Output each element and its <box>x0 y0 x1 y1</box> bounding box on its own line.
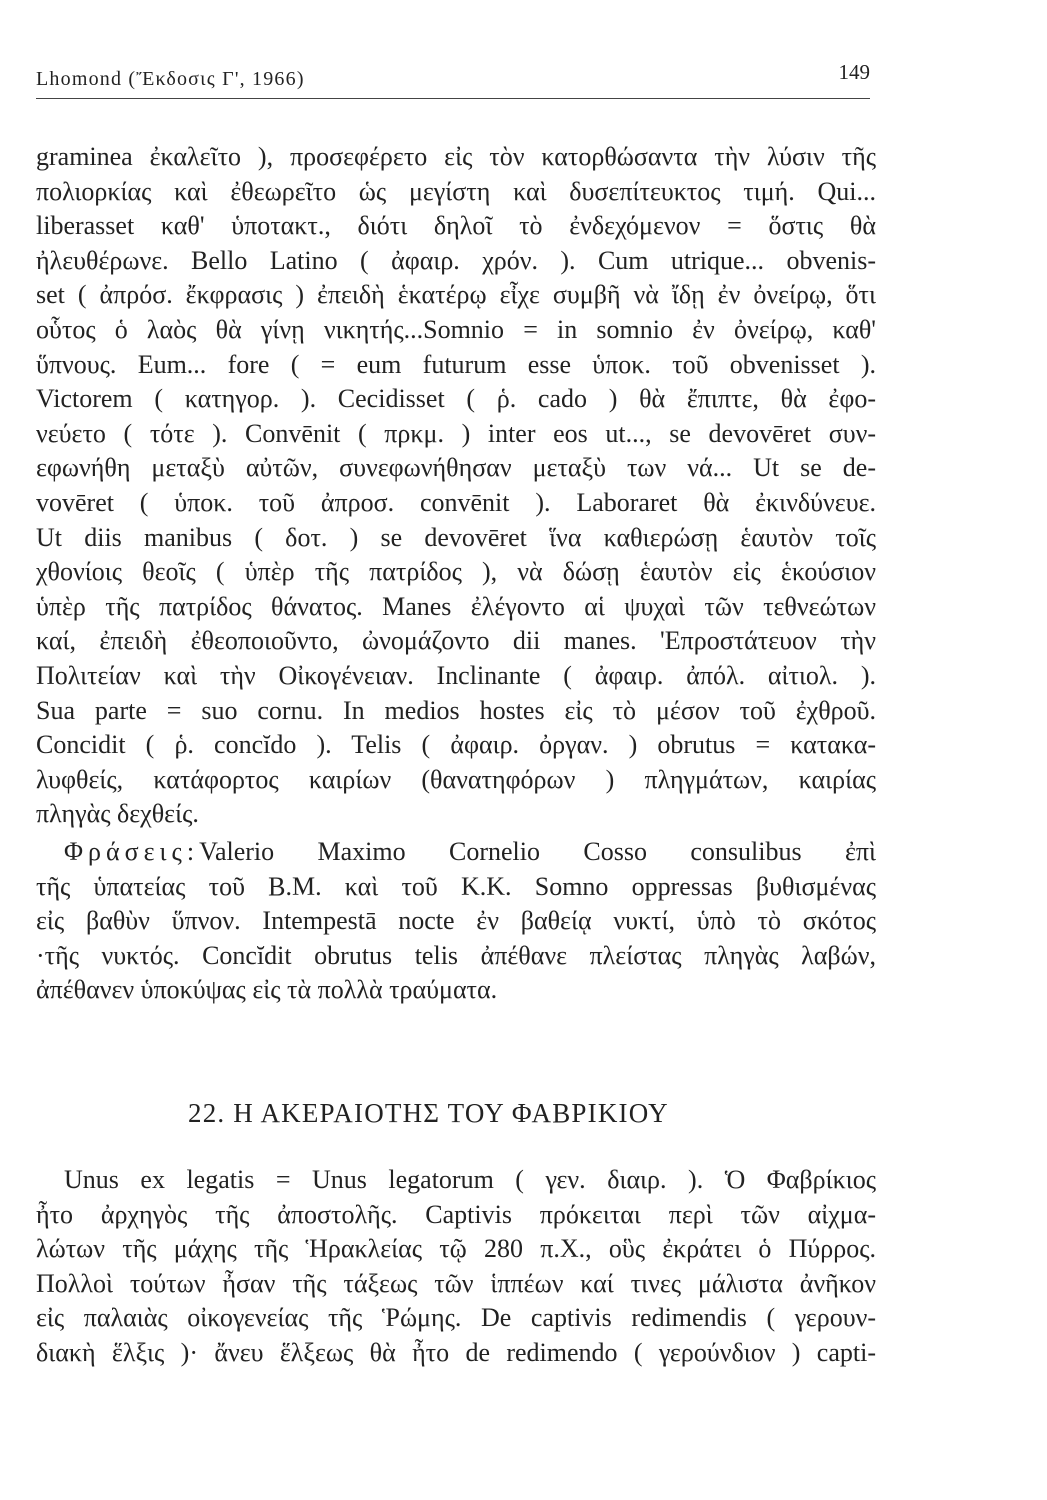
text-line: διακὴ ἕλξις )· ἄνευ ἕλξεως θὰ ἦτο de redimendo ( γερούνδιον ) capti- <box>36 1337 876 1367</box>
header-rule <box>36 98 870 99</box>
phrases-label: Φράσεις: <box>64 837 200 866</box>
text-line: τῆς ὑπατείας τοῦ Β.Μ. καὶ τοῦ Κ.Κ. Somno oppressas βυθισμένας <box>36 871 876 901</box>
text-line: ἠλευθέρωνε. Bello Latino ( ἀφαιρ. χρόν. ). Cum utrique... obvenis- <box>36 245 876 275</box>
text-line: ἀπέθανεν ὑποκύψας εἰς τὰ πολλὰ τραύματα. <box>36 975 498 1005</box>
running-title: Lhomond (Ἔκδοσις Γ', 1966) <box>36 68 305 90</box>
text-line: Victorem ( κατηγορ. ). Cecidisset ( ῥ. cado ) θὰ ἔπιπτε, θὰ ἐφο- <box>36 384 876 414</box>
text-line: εφωνήθη μεταξὺ αὐτῶν, συνεφωνήθησαν μεταξὺ των νά... Ut se de- <box>36 453 876 483</box>
text-line: πληγὰς δεχθείς. <box>36 799 199 829</box>
text-line: ὑπὲρ τῆς πατρίδος θάνατος. Manes ἐλέγοντο αἱ ψυχαὶ τῶν τεθνεώτων <box>36 591 876 621</box>
text-line: Sua parte = suo cornu. In medios hostes εἰς τὸ μέσον τοῦ ἐχθροῦ. <box>36 695 876 725</box>
commentary-paragraph-1 <box>36 140 876 832</box>
text-line: set ( ἀπρόσ. ἔκφρασις ) ἐπειδὴ ἑκατέρῳ εἶχε συμβῆ νὰ ἴδῃ ἐν ὀνείρῳ, ὅτι <box>36 280 876 310</box>
text-line: εἰς παλαιὰς οἰκογενείας τῆς Ῥώμης. De captivis redimendis ( γερουν- <box>36 1303 876 1333</box>
text-line: Ut diis manibus ( δοτ. ) se devovēret ἵνα καθιερώσῃ ἑαυτὸν τοῖς <box>36 522 876 552</box>
text-line: ·τῆς νυκτός. Concĭdit obrutus telis ἀπέθανε πλείστας πληγὰς λαβών, <box>36 940 876 970</box>
text-line: ἦτο ἀρχηγὸς τῆς ἀποστολῆς. Captivis πρόκειται περὶ τῶν αἰχμα- <box>36 1199 876 1229</box>
text-line: liberasset καθ' ὑποτακτ., διότι δηλοῖ τὸ ἐνδεχόμενον = ὅστις θὰ <box>36 211 876 241</box>
text-line: Πολλοὶ τούτων ἦσαν τῆς τάξεως τῶν ἱππέων καί τινες μάλιστα ἀνῆκον <box>36 1268 876 1298</box>
text-line: Unus ex legatis = Unus legatorum ( γεν. διαιρ. ). Ὁ Φαβρίκιος <box>64 1165 876 1194</box>
text-line <box>36 835 876 870</box>
text-line: εἰς βαθὺν ὕπνον. Intempestā nocte ἐν βαθείᾳ νυκτί, ὑπὸ τὸ σκότος <box>36 906 876 936</box>
text-line: λυφθείς, κατάφορτος καιρίων (θανατηφόρων ) πληγμάτων, καιρίας <box>36 764 876 794</box>
text-line: λώτων τῆς μάχης τῆς Ἡρακλείας τῷ 280 π.Χ., οὓς ἐκράτει ὁ Πύρρος. <box>36 1234 876 1264</box>
text-line: graminea ἐκαλεῖτο ), προσεφέρετο εἰς τὸν κατορθώσαντα τὴν λύσιν τῆς <box>36 142 876 171</box>
text-line: οὗτος ὁ λαὸς θὰ γίνῃ νικητής...Somnio = in somnio ἐν ὀνείρῳ, καθ' <box>36 314 876 344</box>
page-header <box>36 60 870 100</box>
phrases-first-line: Valerio Maximo Cornelio Cosso consulibus ἐπὶ <box>199 837 876 866</box>
commentary-paragraph-2 <box>36 1163 876 1371</box>
text-line: καί, ἐπειδὴ ἐθεοποιοῦντο, ὠνομάζοντο dii manes. 'Επροστάτευον τὴν <box>36 626 876 656</box>
text-line: πολιορκίας καὶ ἐθεωρεῖτο ὡς μεγίστη καὶ δυσεπίτευκτος τιμή. Qui... <box>36 176 876 206</box>
text-line: vovēret ( ὑποκ. τοῦ ἀπροσ. convēnit ). Laboraret θὰ ἐκινδύνευε. <box>36 487 876 517</box>
text-line: Concidit ( ῥ. concĭdo ). Telis ( ἀφαιρ. ὀργαν. ) obrutus = κατακα- <box>36 730 876 760</box>
page-number: 149 <box>838 60 870 84</box>
text-line: χθονίοις θεοῖς ( ὑπὲρ τῆς πατρίδος ), νὰ δώσῃ ἑαυτὸν εἰς ἑκούσιον <box>36 557 876 587</box>
phrases-paragraph <box>36 835 876 1008</box>
section-heading: 22. Η ΑΚΕΡΑΙΟΤΗΣ ΤΟΥ ΦΑΒΡΙΚΙΟΥ <box>188 1098 669 1128</box>
text-line: ὕπνους. Eum... fore ( = eum futurum esse ὑποκ. τοῦ obvenisset ). <box>36 349 876 379</box>
text-line: νεύετο ( τότε ). Convēnit ( πρκμ. ) inter eos ut..., se devovēret συν- <box>36 418 876 448</box>
text-line: Πολιτείαν καὶ τὴν Οἰκογένειαν. Inclinante ( ἀφαιρ. ἀπόλ. αἰτιολ. ). <box>36 660 876 690</box>
